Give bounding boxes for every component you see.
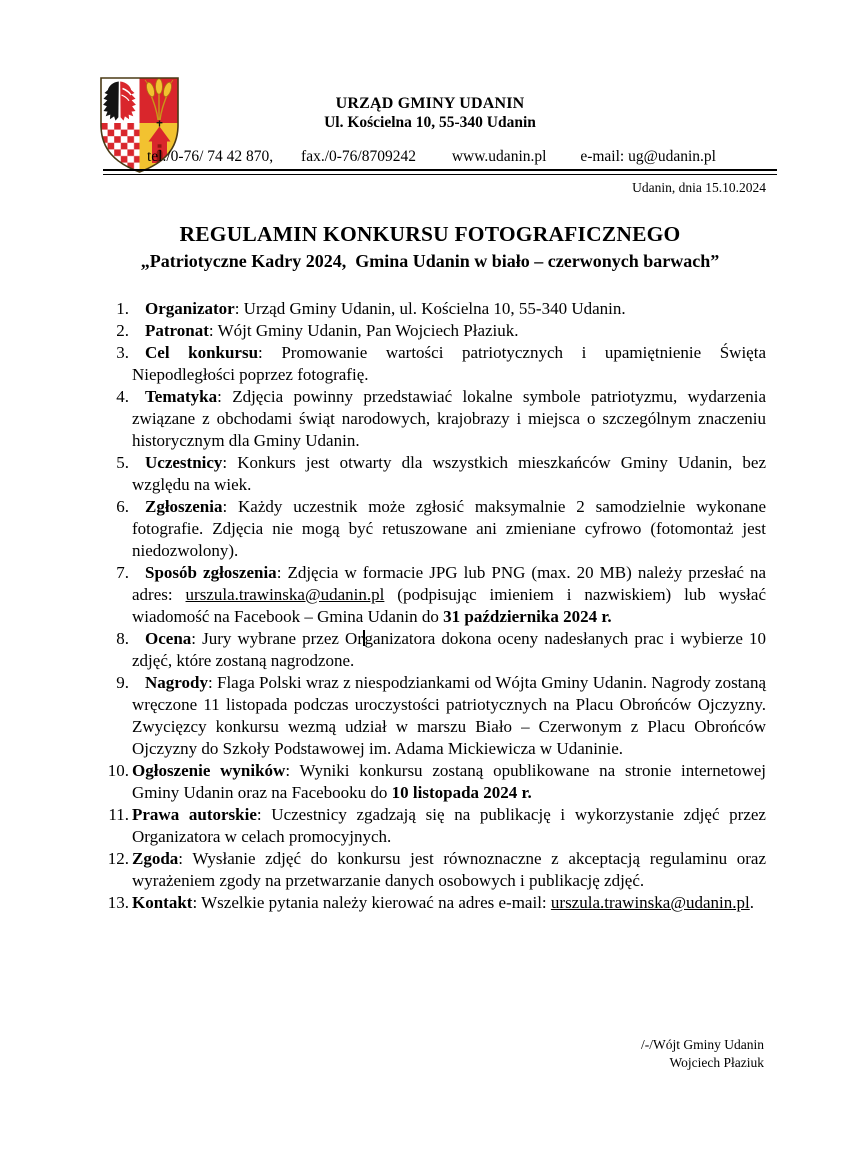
item-number: 7. [116,563,129,582]
item-label: Sposób zgłoszenia [145,563,277,582]
org-name: URZĄD GMINY UDANIN [335,95,525,112]
contact-line [147,148,716,166]
item-label: Cel konkursu [145,343,259,362]
body-text: : Jury wybrane przez Or [191,629,363,648]
regulation-item [105,386,766,452]
email-link[interactable]: urszula.trawinska@udanin.pl [185,585,385,604]
item-label: Uczestnicy [145,453,223,472]
item-number: 12. [107,849,129,868]
body-text: (podpisując imieniem i nazwiskiem) lub wysłać wiadomość na Facebook – Gmina Udanin do [132,585,766,626]
regulation-list [105,298,766,914]
letterhead-divider [103,169,777,175]
signature-title: /-/Wójt Gminy Udanin [641,1037,764,1052]
body-text: : Uczestnicy zgadzają się na publikację i wykorzystanie zdjęć przez Organizatora w celach promocyjnych. [132,805,766,846]
body-text: . [749,893,754,912]
fax-number: fax./0-76/8709242 [301,148,416,165]
item-number: 6. [116,497,129,516]
regulation-item [105,496,766,562]
body-text: : Wójt Gminy Udanin, Pan Wojciech Płaziuk. [208,321,519,340]
item-label: Prawa autorskie [132,805,257,824]
item-label: Ocena [145,629,192,648]
body-text: : Zdjęcia powinny przedstawiać lokalne symbole patriotyzmu, wydarzenia związane z obchodami świąt narodowych, krajobrazy i miejsca o szczególnym znaczeniu historycznym dla Gminy Udanin. [132,387,766,450]
body-text: : Urząd Gminy Udanin, ul. Kościelna 10, 55-340 Udanin. [234,299,626,318]
body-text: ganizatora dokona oceny nadesłanych prac i wybierze 10 zdjęć, które zostaną nagrodzone. [132,629,767,670]
regulation-item [105,562,766,628]
regulation-item [105,452,766,496]
website-url: www.udanin.pl [451,148,547,165]
page-title-line1: REGULAMIN KONKURSU FOTOGRAFICZNEGO [179,222,681,246]
email-link[interactable]: urszula.trawinska@udanin.pl [550,893,750,912]
body-text: : Konkurs jest otwarty dla wszystkich mieszkańców Gminy Udanin, bez względu na wiek. [132,453,766,494]
body-text: : Flaga Polski wraz z niespodziankami od Wójta Gminy Udanin. Nagrody zostaną wręczone 11 listopada podczas uroczystości patriotycznych na Placu Obrońców Ojczyzny. Zwycięzcy konkursu wezmą udział w marszu Biało – Czerwonym z Placu Obrońców Ojczyzny do Szkoły Podstawowej im. Adama Mickiewicza w Udaninie. [132,673,766,758]
item-label: Tematyka [145,387,218,406]
document-title [0,222,860,272]
regulation-item [105,672,766,760]
regulation-item [105,848,766,892]
bold-text: 31 października 2024 r. [443,607,612,626]
body-text: : Wyniki konkursu zostaną opublikowane na stronie internetowej Gminy Udanin oraz na Facebooku do [132,761,767,802]
item-label: Zgłoszenia [145,497,223,516]
item-label: Kontakt [132,893,193,912]
item-number: 4. [116,387,129,406]
item-number: 11. [108,805,129,824]
item-number: 3. [116,343,129,362]
signature-block [0,1036,764,1072]
body-text: : Wysłanie zdjęć do konkursu jest równoznaczne z akceptacją regulaminu oraz wyrażeniem zgody na przetwarzanie danych osobowych i publikację zdjęć. [132,849,766,890]
item-label: Ogłoszenie wyników [132,761,286,780]
item-number: 5. [116,453,129,472]
letterhead [0,94,860,132]
phone-number: tel./0-76/ 74 42 870, [147,148,274,165]
item-number: 10. [107,761,129,780]
item-number: 8. [116,629,129,648]
item-label: Zgoda [132,849,179,868]
body-text: : Każdy uczestnik może zgłosić maksymalnie 2 samodzielnie wykonane fotografie. Zdjęcia nie mogą być retuszowane ani zmieniane cyfrowo (fotomontaż jest niedozwolony). [132,497,766,560]
item-number: 1. [116,299,129,318]
item-number: 2. [116,321,129,340]
regulation-item [105,298,766,320]
item-label: Organizator [145,299,235,318]
org-email: e-mail: ug@udanin.pl [580,148,716,165]
body-text: : Promowanie wartości patriotycznych i upamiętnienie Święta Niepodległości poprzez fotografię. [132,343,766,384]
regulation-item [105,892,766,914]
item-number: 13. [107,893,129,912]
signature-name: Wojciech Płaziuk [669,1055,764,1070]
body-text: : Wszelkie pytania należy kierować na adres [192,893,499,912]
item-label: Nagrody [145,673,208,692]
body-text: : Zdjęcia w formacie JPG lub PNG (max. 20 MB) należy przesłać na adres: [132,563,766,604]
regulation-item [105,760,766,804]
regulation-item [105,628,766,672]
regulation-item [105,804,766,848]
page-title-line2: „Patriotyczne Kadry 2024, Gmina Udanin w biało – czerwonych barwach” [140,251,720,271]
bold-text: 10 listopada 2024 r. [391,783,532,802]
item-label: Patronat [145,321,209,340]
body-text: e-mail: [498,893,551,912]
nowrap-group [499,893,755,912]
regulation-item [105,320,766,342]
item-number: 9. [116,673,129,692]
regulation-item [105,342,766,386]
org-address: Ul. Kościelna 10, 55-340 Udanin [324,114,536,131]
date-line: Udanin, dnia 15.10.2024 [632,180,766,195]
